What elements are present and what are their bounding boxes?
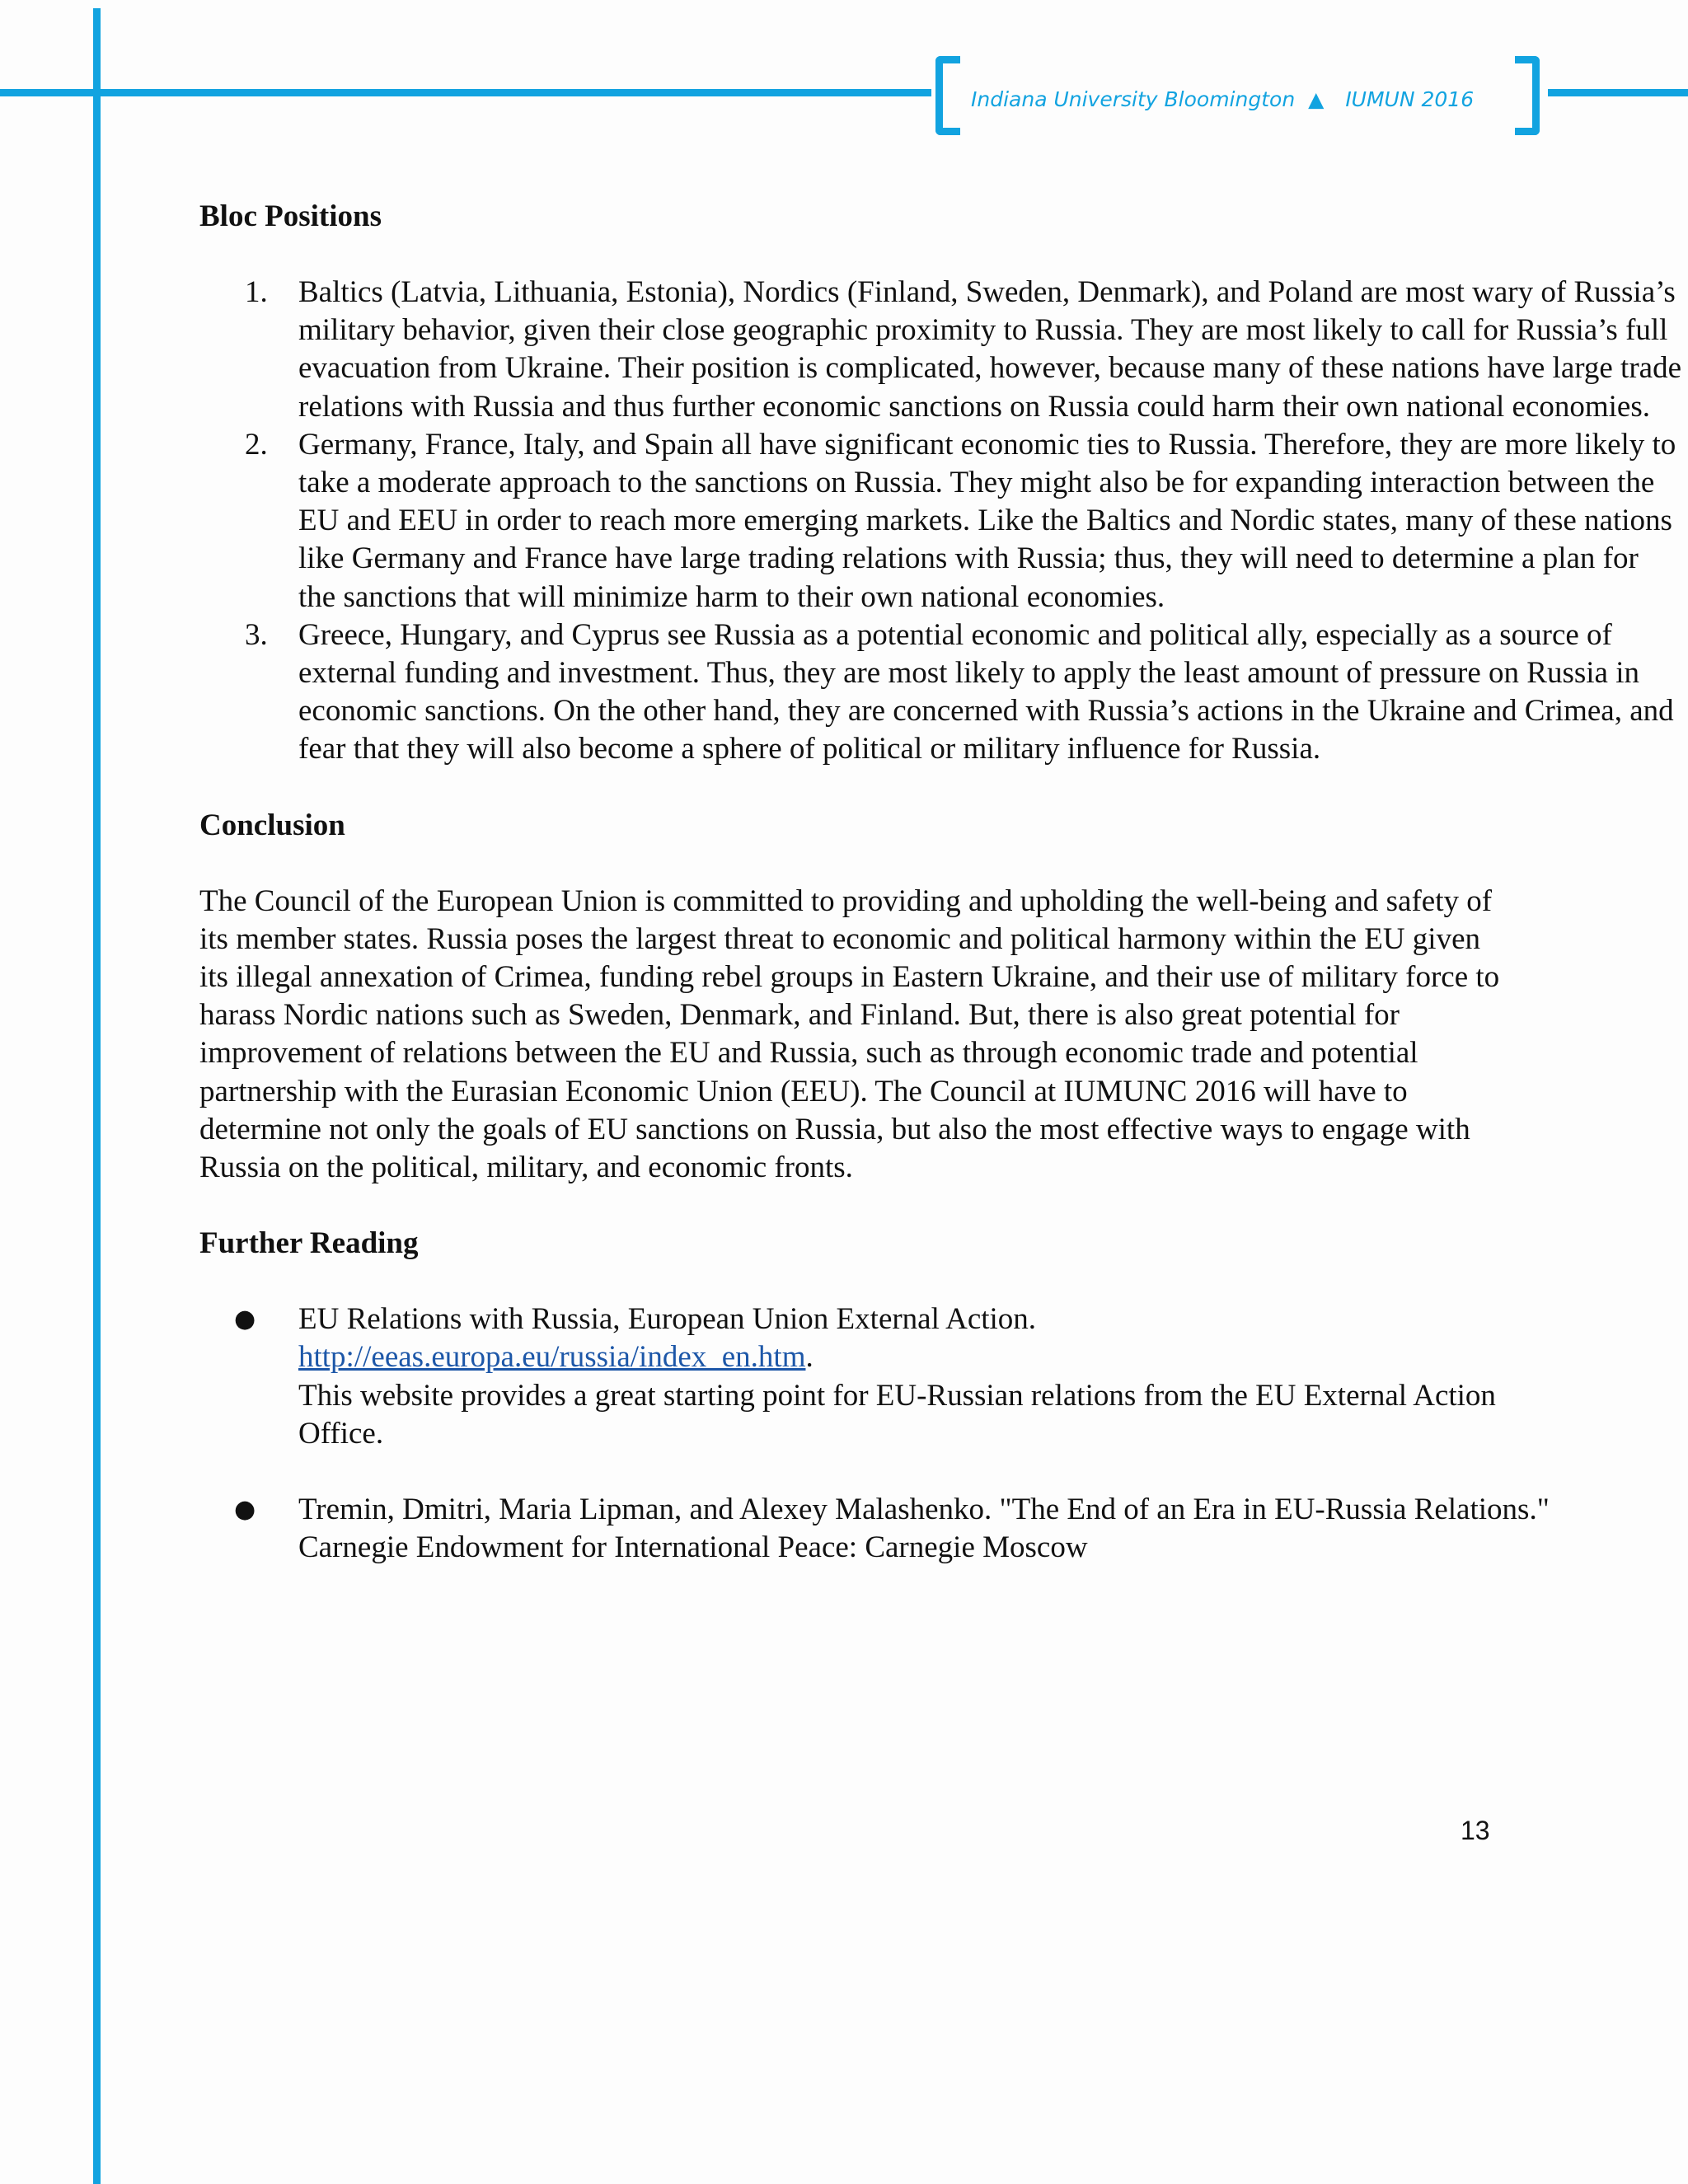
list-item bbox=[199, 426, 1683, 616]
header-bracket-left bbox=[935, 56, 960, 135]
header-rule-right bbox=[1548, 89, 1688, 96]
reading-description: This website provides a great starting point for EU-Russian relations from the EU External Action Office. bbox=[298, 1378, 1496, 1451]
list-item-text: Greece, Hungary, and Cyprus see Russia as a potential economic and political ally, especially as a source of external funding and investment. Thus, they are most likely to apply the least amount of pressure on Russia in economic sanctions. On the other hand, they are concerned with Russia’s actions in the Ukraine and Crimea, and fear that they will also become a sphere of political or military influence for Russia. bbox=[298, 617, 1674, 766]
running-header bbox=[971, 87, 1507, 111]
reading-citation: Tremin, Dmitri, Maria Lipman, and Alexey Malashenko. "The End of an Era in EU-Russia Relations." Carnegie Endowment for International Peace: Carnegie Moscow bbox=[298, 1493, 1550, 1565]
list-number: 1. bbox=[245, 275, 268, 309]
list-item bbox=[199, 1491, 1584, 1567]
list-number: 3. bbox=[245, 617, 268, 652]
reading-citation: EU Relations with Russia, European Union External Action. bbox=[298, 1302, 1037, 1337]
page-number: 13 bbox=[1461, 1816, 1490, 1845]
header-bracket-right bbox=[1515, 56, 1540, 135]
list-item-text: Baltics (Latvia, Lithuania, Estonia), Nordics (Finland, Sweden, Denmark), and Poland are most wary of Russia’s military behavior, given their close geographic proximity to Russia. They are most likely to call for Russia’s full evacuation from Ukraine. Their position is complicated, however, because many of these nations have large trade relations with Russia and thus further economic sanctions on Russia could harm their own national economies. bbox=[298, 275, 1682, 424]
conclusion-paragraph: The Council of the European Union is committed to providing and upholding the well-being and safety of its member states. Russia poses the largest threat to economic and political harmony within the EU given its illegal annexation of Crimea, funding rebel groups in Eastern Ukraine, and their use of military force to harass Nordic nations such as Sweden, Denmark, and Finland. But, there is also great potential for improvement of relations between the EU and Russia, such as through economic trade and potential partnership with the Eurasian Economic Union (EEU). The Council at IUMUNC 2016 will have to determine not only the goals of EU sanctions on Russia, but also the most effective ways to engage with Russia on the political, military, and economic fronts. bbox=[199, 883, 1500, 1185]
bullet-icon: ● bbox=[234, 1305, 256, 1334]
header-university: Indiana University Bloomington bbox=[971, 87, 1296, 111]
page-body bbox=[199, 198, 1682, 1605]
further-reading-list bbox=[199, 1301, 1550, 1567]
triangle-icon: ▲ bbox=[1308, 87, 1325, 111]
bullet-icon: ● bbox=[234, 1495, 256, 1525]
list-item-text: Germany, France, Italy, and Spain all have significant economic ties to Russia. Therefore, they are more likely to take a moderate approach to the sanctions on Russia. They might also be for expanding interaction between the EU and EEU in order to reach more emerging markets. Like the Baltics and Nordic states, many of these nations like Germany and France have large trading relations with Russia; thus, they will need to determine a plan for the sanctions that will minimize harm to their own national economies. bbox=[298, 427, 1676, 614]
link-suffix: . bbox=[805, 1340, 814, 1375]
left-accent-rule bbox=[93, 8, 101, 2184]
further-reading-heading: Further Reading bbox=[199, 1226, 419, 1261]
list-number: 2. bbox=[245, 427, 268, 462]
header-rule-left bbox=[0, 89, 931, 96]
conclusion-heading: Conclusion bbox=[199, 808, 345, 842]
list-item bbox=[199, 274, 1683, 426]
bloc-positions-list bbox=[199, 274, 1682, 769]
header-event: IUMUN 2016 bbox=[1345, 87, 1475, 111]
eeas-link[interactable]: http://eeas.europa.eu/russia/index_en.htm bbox=[298, 1340, 806, 1375]
list-item bbox=[199, 1301, 1584, 1453]
bloc-positions-heading: Bloc Positions bbox=[199, 199, 382, 233]
list-item bbox=[199, 616, 1683, 769]
